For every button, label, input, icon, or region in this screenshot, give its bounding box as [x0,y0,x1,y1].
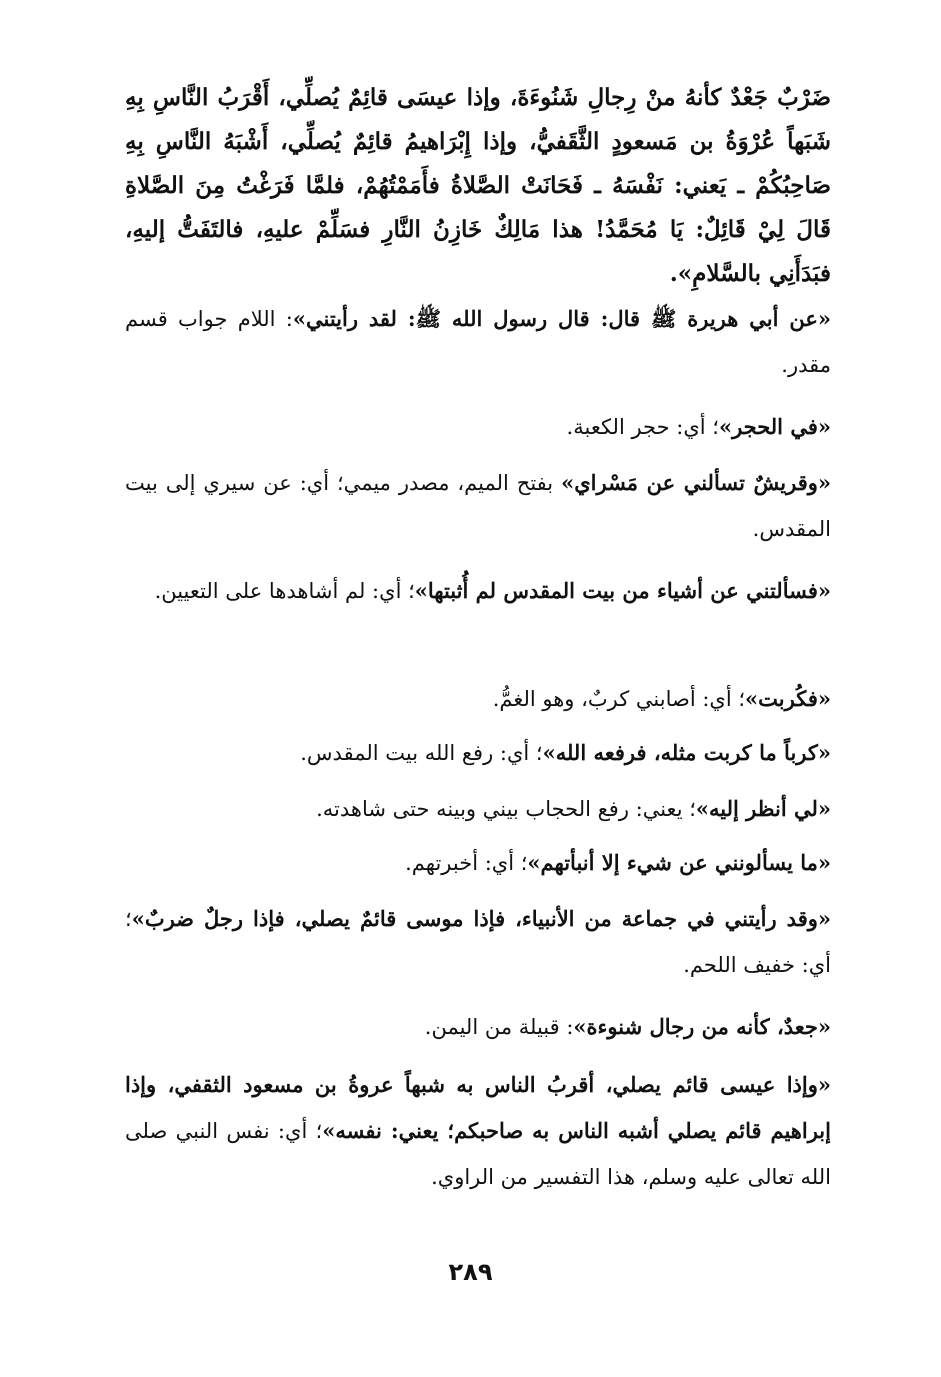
explanation: ؛ يعني: رفع الحجاب بيني وبينه حتى شاهدته. [316,797,696,821]
explanation: : اللام جواب قسم مقدر. [125,307,831,377]
explanation: ؛ أي: أخبرتهم. [405,851,528,875]
quoted-phrase: «عن أبي هريرة ﷺ قال: قال رسول الله ﷺ: لقد رأيتني» [292,306,831,331]
commentary-paragraph [125,896,831,988]
commentary-paragraph [125,568,831,614]
explanation: ؛ أي: أصابني كربٌ، وهو الغمُّ. [492,687,746,711]
explanation: ؛ أي: رفع الله بيت المقدس. [300,741,543,765]
quoted-phrase: «كرباً ما كربت مثله، فرفعه الله» [542,740,831,765]
quoted-phrase: «وإذا عيسى قائم يصلي، أقربُ الناس به شبهاً عروةُ بن مسعود الثقفي، وإذا إبراهيم قائم يصلي أشبه الناس به صاحبكم؛ يعني: نفسه» [125,1072,831,1143]
explanation: ؛ أي: حجر الكعبة. [566,415,719,439]
commentary-paragraph [125,1062,831,1200]
commentary-paragraph [125,786,831,832]
quoted-phrase: «في الحجر» [718,414,831,439]
page-number: ٢٨٩ [448,1258,493,1286]
quoted-phrase: «فسألتني عن أشياء من بيت المقدس لم أُثبتها» [414,578,831,603]
explanation: ؛ أي: خفيف اللحم. [125,907,831,977]
quoted-phrase: «وقريشٌ تسألني عن مَسْراي» [561,470,831,495]
explanation: ؛ أي: نفس النبي صلى الله تعالى عليه وسلم، هذا التفسير من الراوي. [125,1119,831,1189]
explanation: : قبيلة من اليمن. [424,1015,574,1039]
commentary-paragraph [125,840,831,886]
quoted-phrase: «لي أنظر إليه» [695,796,831,821]
quoted-phrase: «فكُربت» [745,686,831,711]
hadith-text: ضَرْبٌ جَعْدٌ كأنهُ منْ رِجالِ شَنُوءَةَ، وإذا عيسَى قائِمٌ يُصلِّي، أَقْرَبُ النَّاسِ بِهِ شَبَهاً عُرْوَةُ بن مَسعودٍ الثَّقَفيُّ، وإذا إِبْرَاهيمُ قائِمٌ يُصلِّي، أَشْبَهُ النَّاسِ بِهِ صَاحِبُكُمْ ـ يَعني: نَفْسَهُ ـ فَحَانَتْ الصَّلاةُ فأَمَمْتُهُمْ، فلمَّا فَرَغْتُ مِنَ الصَّلاةِ قَالَ لِيْ قَائِلٌ: يَا مُحَمَّدُ! هذا مَالِكٌ خَازِنُ النَّارِ فسَلِّمْ عليهِ، فالتَفَتُّ إليهِ، فبَدَأَنِي بالسَّلامِ». [125,84,831,287]
explanation: بفتح الميم، مصدر ميمي؛ أي: عن سيري إلى بيت المقدس. [125,471,831,541]
quoted-phrase: «ما يسألونني عن شيء إلا أنبأتهم» [527,850,831,875]
commentary-paragraph [125,404,831,450]
quoted-phrase: «جعدٌ، كأنه من رجال شنوءة» [573,1014,831,1039]
commentary-paragraph [125,730,831,776]
commentary-paragraph [125,676,831,722]
quoted-phrase: «وقد رأيتني في جماعة من الأنبياء، فإذا موسى قائمٌ يصلي، فإذا رجلٌ ضربٌ» [131,906,831,931]
commentary-paragraph [125,296,831,388]
commentary-paragraph [125,1004,831,1050]
commentary-paragraph [125,460,831,552]
explanation: ؛ أي: لم أشاهدها على التعيين. [154,579,415,603]
